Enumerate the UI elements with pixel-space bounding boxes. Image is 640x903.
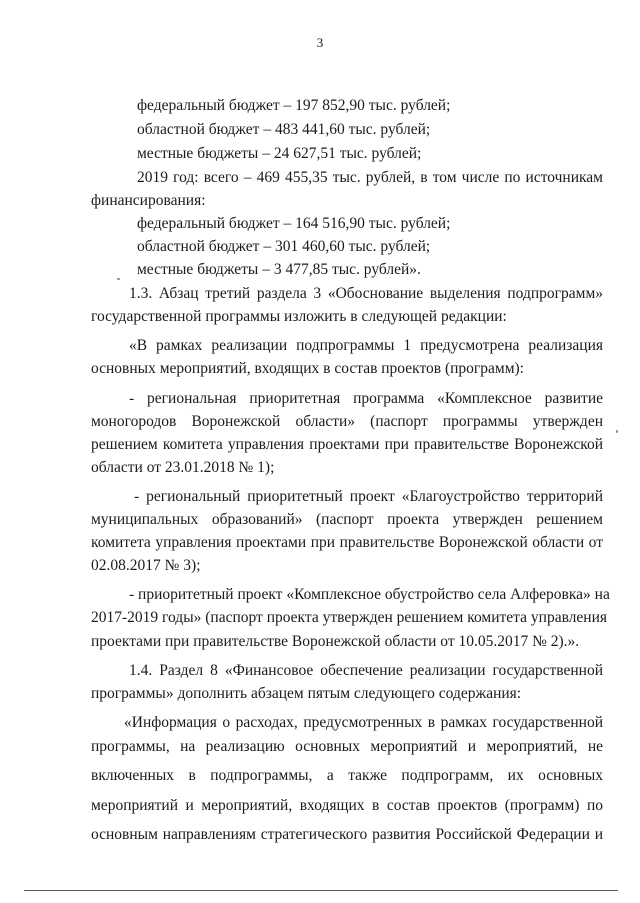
text-line: 1.4. Раздел 8 «Финансовое обеспечение реализации государственной	[129, 662, 603, 679]
text-line: «Информация о расходах, предусмотренных в рамках государственной	[124, 714, 603, 731]
text-line: комитета управления проектами при правительстве Воронежской области от	[91, 534, 603, 551]
text-line: федеральный бюджет – 197 852,90 тыс. рублей;	[137, 97, 451, 114]
text-line: местные бюджеты – 3 477,85 тыс. рублей».	[137, 261, 421, 278]
scan-speck	[616, 430, 618, 433]
text-line: программы» дополнить абзацем пятым следующего содержания:	[91, 685, 522, 702]
text-line: решением комитета управления проектами при правительстве Воронежской	[91, 436, 603, 453]
text-line: государственной программы изложить в следующей редакции:	[91, 308, 507, 325]
text-line: областной бюджет – 301 460,60 тыс. рублей;	[137, 238, 431, 255]
text-line: основным направлениям стратегического развития Российской Федерации и	[91, 826, 603, 843]
text-line: - приоритетный проект «Комплексное обустройство села Алферовка» на	[129, 586, 610, 603]
text-line: проектами при правительстве Воронежской области от 10.05.2017 № 2).».	[91, 633, 580, 650]
text-line: финансирования:	[91, 192, 206, 209]
text-line: федеральный бюджет – 164 516,90 тыс. рублей;	[137, 215, 451, 232]
text-line: 2017-2019 годы» (паспорт проекта утвержден решением комитета управления	[91, 609, 608, 626]
text-line: основных мероприятий, входящих в состав проектов (программ):	[91, 360, 524, 377]
text-line: местные бюджеты – 24 627,51 тыс. рублей;	[137, 145, 422, 162]
text-line: - региональный приоритетный проект «Благоустройство территорий	[134, 488, 603, 505]
page-number: 3	[316, 35, 324, 50]
text-line: области от 23.01.2018 № 1);	[91, 459, 275, 476]
text-line: моногородов Воронежской области» (паспорт программы утвержден	[91, 413, 603, 430]
scan-speck	[117, 278, 120, 280]
text-line: областной бюджет – 483 441,60 тыс. рублей;	[137, 121, 431, 138]
text-line: программы, на реализацию основных мероприятий и мероприятий, не	[91, 738, 603, 755]
text-line: мероприятий и мероприятий, входящих в состав проектов (программ) по	[91, 797, 603, 814]
text-line: муниципальных образований» (паспорт проекта утвержден решением	[91, 511, 603, 528]
text-line: включенных в подпрограммы, а также подпрограмм, их основных	[91, 767, 603, 784]
text-line: 02.08.2017 № 3);	[91, 557, 201, 574]
text-line: «В рамках реализации подпрограммы 1 предусмотрена реализация	[129, 337, 603, 354]
text-line: 2019 год: всего – 469 455,35 тыс. рублей, в том числе по источникам	[137, 169, 603, 186]
bottom-edge-line	[24, 890, 618, 891]
text-line: - региональная приоритетная программа «Комплексное развитие	[129, 390, 603, 407]
text-line: 1.3. Абзац третий раздела 3 «Обоснование выделения подпрограмм»	[129, 285, 603, 302]
